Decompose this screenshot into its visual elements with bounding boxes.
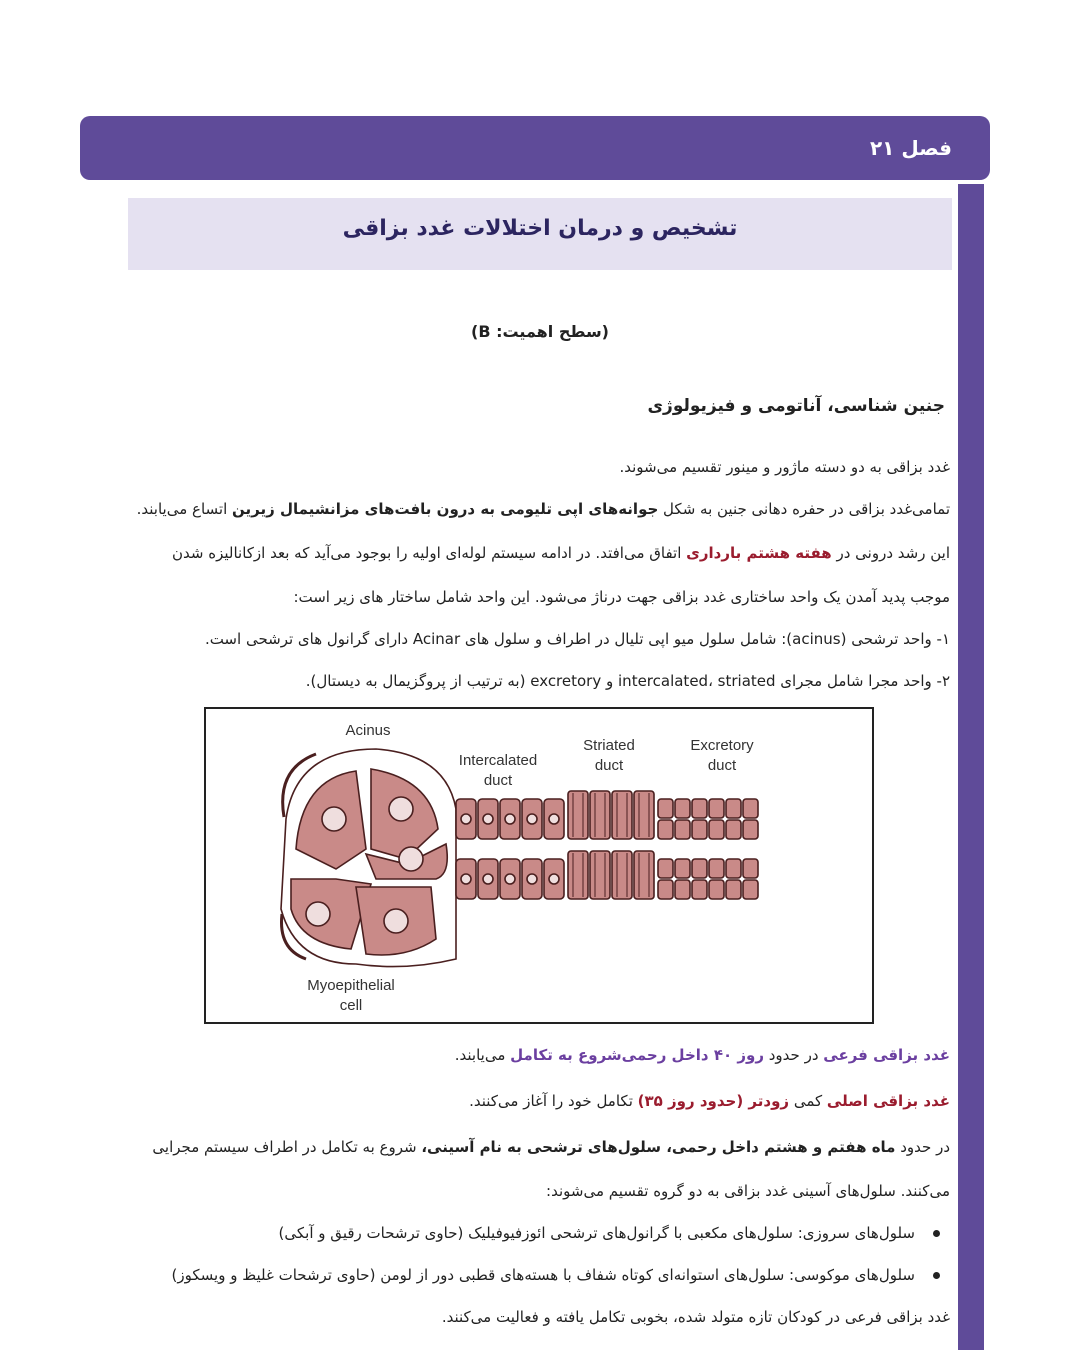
- bullet-mucous-text: سلول‌های موکوسی: سلول‌های استوانه‌ای کوتاه شفاف با هسته‌های قطبی دور از لومن (حاوی ترشحات غلیظ و ویسکوز): [171, 1266, 915, 1284]
- p6-highlight: زودتر (حدود روز ۳۵): [637, 1092, 790, 1110]
- intercalated-nucleus: [527, 814, 537, 824]
- label-intercalated-duct: duct: [483, 772, 513, 789]
- page-title: تشخیص و درمان اختلالات غدد بزاقی: [342, 216, 738, 241]
- section-heading: جنین شناسی، آناتومی و فیزیولوژی: [647, 396, 945, 416]
- striated-cell: [612, 791, 632, 839]
- acinar-nucleus: [399, 847, 423, 871]
- paragraph-1: غدد بزاقی به دو دسته ماژور و مینور تقسیم می‌شوند.: [619, 458, 950, 476]
- paragraph-2: [137, 500, 950, 518]
- intercalated-nucleus: [461, 814, 471, 824]
- p5-text-d: می‌یابند.: [454, 1046, 511, 1064]
- label-excretory: Excretory: [690, 737, 754, 754]
- excretory-cell: [675, 859, 690, 878]
- excretory-cell: [743, 799, 758, 818]
- paragraph-4: موجب پدید آمدن یک واحد ساختاری غدد بزاقی جهت درناژ می‌شود. این واحد شامل ساختار های زیر است:: [293, 588, 950, 606]
- bullet-dot: [933, 1272, 940, 1279]
- list-item-duct: ۲- واحد مجرا شامل مجرای intercalated، striated و excretory (به ترتیب از پروگزیمال به دیستال).: [305, 672, 950, 690]
- salivary-unit-figure: [204, 707, 874, 1024]
- p6-text-d: تکامل خود را آغاز می‌کنند.: [469, 1092, 638, 1110]
- chapter-header: [80, 116, 990, 180]
- acinar-nucleus: [384, 909, 408, 933]
- label-myoepithelial: Myoepithelial: [307, 977, 395, 994]
- excretory-cell: [658, 880, 673, 899]
- excretory-cell: [658, 859, 673, 878]
- excretory-cell: [709, 880, 724, 899]
- excretory-cell: [675, 820, 690, 839]
- intercalated-nucleus: [505, 874, 515, 884]
- acinar-nucleus: [389, 797, 413, 821]
- p5-text-b: در حدود: [763, 1046, 824, 1064]
- label-intercalated: Intercalated: [458, 752, 538, 769]
- striated-cell: [634, 791, 654, 839]
- p6-text-b: کمی: [789, 1092, 827, 1110]
- excretory-cell: [658, 799, 673, 818]
- excretory-cell: [743, 859, 758, 878]
- side-strip: [958, 184, 984, 1350]
- excretory-cell: [692, 859, 707, 878]
- paragraph-9: غدد بزاقی فرعی در کودکان تازه متولد شده، بخوبی تکامل یافته و فعالیت می‌کنند.: [441, 1308, 950, 1326]
- title-box: [128, 198, 952, 270]
- acinar-nucleus: [322, 807, 346, 831]
- p2-bold: جوانه‌های اپی تلیومی به درون بافت‌های مزانشیمال زیرین: [232, 500, 659, 518]
- excretory-cell: [726, 820, 741, 839]
- figure-drawing: [206, 709, 872, 1022]
- striated-cell: [590, 791, 610, 839]
- excretory-cell: [658, 820, 673, 839]
- striated-cell: [634, 851, 654, 899]
- intercalated-nucleus: [527, 874, 537, 884]
- excretory-cell: [675, 799, 690, 818]
- paragraph-6: [469, 1092, 950, 1110]
- bullet-dot: [933, 1230, 940, 1237]
- p2-text-a: تمامی‌غدد بزاقی در حفره دهانی جنین به شکل: [658, 500, 950, 518]
- intercalated-nucleus: [483, 814, 493, 824]
- label-striated: Striated: [583, 737, 635, 754]
- list-item-acinus: ۱- واحد ترشحی (acinus): شامل سلول میو اپی تلیال در اطراف و سلول های Acinar دارای گرانول های ترشحی است.: [204, 630, 950, 648]
- striated-cell: [590, 851, 610, 899]
- label-acinus: Acinus: [345, 722, 391, 739]
- intercalated-nucleus: [505, 814, 515, 824]
- excretory-cell: [692, 820, 707, 839]
- p6-major-glands: غدد بزاقی اصلی: [826, 1092, 950, 1110]
- p5-minor-glands: غدد بزاقی فرعی: [823, 1046, 950, 1064]
- excretory-cell: [743, 820, 758, 839]
- excretory-cell: [692, 880, 707, 899]
- paragraph-7: [152, 1138, 950, 1156]
- paragraph-8: می‌کنند. سلول‌های آسینی غدد بزاقی به دو گروه تقسیم می‌شوند:: [546, 1182, 950, 1200]
- label-excretory-duct: duct: [707, 757, 737, 774]
- striated-cell: [568, 851, 588, 899]
- striated-cell: [612, 851, 632, 899]
- excretory-cell: [692, 799, 707, 818]
- label-myoepithelial-cell: cell: [339, 997, 363, 1014]
- label-striated-duct: duct: [594, 757, 624, 774]
- bullet-serous: [279, 1224, 940, 1242]
- paragraph-3: [172, 544, 950, 562]
- excretory-cell: [709, 799, 724, 818]
- excretory-cell: [726, 880, 741, 899]
- intercalated-nucleus: [549, 814, 559, 824]
- intercalated-nucleus: [549, 874, 559, 884]
- striated-cell: [568, 791, 588, 839]
- bullet-serous-text: سلول‌های سروزی: سلول‌های مکعبی با گرانول‌های ترشحی ائوزفیوفیلیک (حاوی ترشحات رقیق و آبکی): [278, 1224, 915, 1242]
- chapter-label: فصل ۲۱: [869, 136, 952, 160]
- acinar-nucleus: [306, 902, 330, 926]
- excretory-cell: [726, 859, 741, 878]
- p7-text-a: در حدود: [895, 1138, 950, 1156]
- p3-highlight: هفته هشتم بارداری: [686, 544, 832, 562]
- excretory-cell: [743, 880, 758, 899]
- intercalated-nucleus: [483, 874, 493, 884]
- importance-level: (سطح اهمیت: B): [471, 322, 609, 341]
- p5-highlight: روز ۴۰ داخل رحمی‌شروع به تکامل: [510, 1046, 764, 1064]
- paragraph-5: [455, 1046, 950, 1064]
- p2-text-c: اتساع می‌یابند.: [136, 500, 233, 518]
- intercalated-nucleus: [461, 874, 471, 884]
- excretory-cell: [709, 820, 724, 839]
- p3-text-a: این رشد درونی در: [831, 544, 950, 562]
- p3-text-c: اتفاق می‌افتد. در ادامه سیستم لوله‌ای اولیه را بوجود می‌آید که بعد ازکانالیزه شدن: [172, 544, 687, 562]
- excretory-cell: [709, 859, 724, 878]
- p7-bold: ماه هفتم و هشتم داخل رحمی، سلول‌های ترشحی به نام آسینی،: [421, 1138, 896, 1156]
- excretory-cell: [726, 799, 741, 818]
- excretory-cell: [675, 880, 690, 899]
- p7-text-c: شروع به تکامل در اطراف سیستم مجرایی: [152, 1138, 422, 1156]
- bullet-mucous: [172, 1266, 940, 1284]
